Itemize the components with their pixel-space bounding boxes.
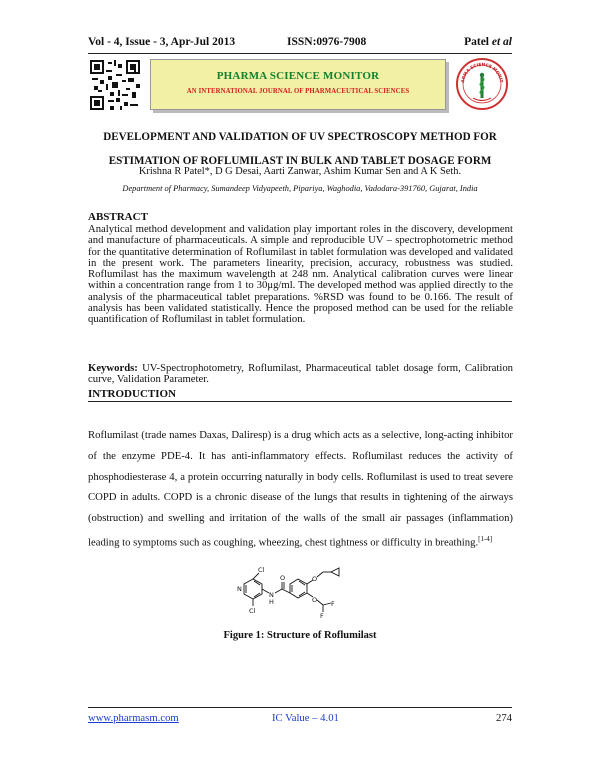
introduction-text (88, 425, 513, 553)
abstract-heading: ABSTRACT (88, 211, 148, 223)
journal-seal-icon (456, 58, 508, 110)
figure-caption: Figure 1: Structure of Roflumilast (223, 630, 377, 641)
atom-f2: F (331, 600, 335, 608)
qr-code-icon (90, 60, 140, 110)
intro-rule (88, 401, 512, 402)
page-number: 274 (495, 712, 512, 724)
seal-text: ARMA SCIENCE MONIT (460, 62, 503, 84)
atom-h: H (269, 598, 274, 606)
keywords-label: Keywords: (88, 362, 138, 374)
atom-o-carbonyl: O (280, 574, 286, 582)
header-volume: Vol - 4, Issue - 3, Apr-Jul 2013 (88, 36, 236, 48)
journal-subtitle: AN INTERNATIONAL JOURNAL OF PHARMACEUTICAL SCIENCES (186, 88, 410, 95)
header-author (464, 36, 512, 48)
journal-name: PHARMA SCIENCE MONITOR (216, 70, 380, 82)
header-issn: ISSN:0976-7908 (287, 36, 367, 48)
keywords-text: UV-Spectrophotometry, Roflumilast, Pharmaceutical tablet dosage form, Calibration curve, Validation Parameter. (88, 362, 514, 386)
header-rule (88, 53, 512, 54)
header-author-name: Patel (464, 36, 489, 48)
footer-ic-value: IC Value – 4.01 (272, 712, 339, 724)
footer-rule (88, 707, 512, 708)
introduction-citation: [1-4] (478, 534, 493, 543)
atom-f1: F (320, 612, 324, 620)
abstract-text: Analytical method development and validation play important roles in the discovery, development and manufacture of pharmaceuticals. A simple and reproducible UV – spectrophotometric method for the quantitative determination of Roflumilast in tablet formulation was developed and validated in the present work. The parameters linearity, precision, accuracy, robustness was studied. Roflumilast has the maximum wavelength at 248 nm. Analytical calibration curves were linear within a concentration range from 1 to 30μg/ml. The developed method was applied directly to the analysis of the pharmaceutical tablet preparations. %RSD was found to be 0.166. The result of analysis has been validated statistically. Hence the proposed method can be used for the reliable quantification of Roflumilast in tablet formulation. (88, 223, 513, 326)
roflumilast-structure (228, 560, 373, 625)
atom-cl-bottom: Cl (249, 607, 256, 615)
atom-n: N (237, 585, 242, 593)
introduction-heading: INTRODUCTION (88, 388, 177, 400)
introduction-paragraph: Roflumilast (trade names Daxas, Daliresp) is a drug which acts as a selective, long-acting inhibitor of the enzyme PDE-4. It has anti-inflammatory effects. Roflumilast reduces the activity of phosphodiesterase 4, a protein occurring naturally in body cells. Roflumilast is used to treat severe COPD in adults. COPD is a chronic disease of the lungs that results in tightening of the airways (obstruction) and swelling and irritation of the walls of the small air passages (inflammation) leading to symptoms such as coughing, wheezing, chest tightness or difficulty in breathing. (88, 429, 513, 549)
header-author-etal: et al (491, 36, 512, 48)
atom-o-lower: O (312, 596, 318, 604)
atom-cl-top: Cl (258, 566, 265, 574)
article-affiliation: Department of Pharmacy, Sumandeep Vidyapeeth, Pipariya, Waghodia, Vadodara-391760, Gujarat, India (122, 184, 478, 193)
footer-website-link[interactable]: www.pharmasm.com (88, 712, 179, 724)
article-title-line-2: ESTIMATION OF ROFLUMILAST IN BULK AND TABLET DOSAGE FORM (108, 155, 492, 167)
atom-nh: N (269, 591, 274, 599)
keywords (88, 363, 513, 386)
journal-banner (150, 59, 446, 110)
atom-o-ether: O (312, 575, 318, 583)
article-authors: Krishna R Patel*, D G Desai, Aarti Zanwar, Ashim Kumar Sen and A K Seth. (138, 166, 462, 177)
article-title-line-1: DEVELOPMENT AND VALIDATION OF UV SPECTROSCOPY METHOD FOR (103, 131, 497, 143)
